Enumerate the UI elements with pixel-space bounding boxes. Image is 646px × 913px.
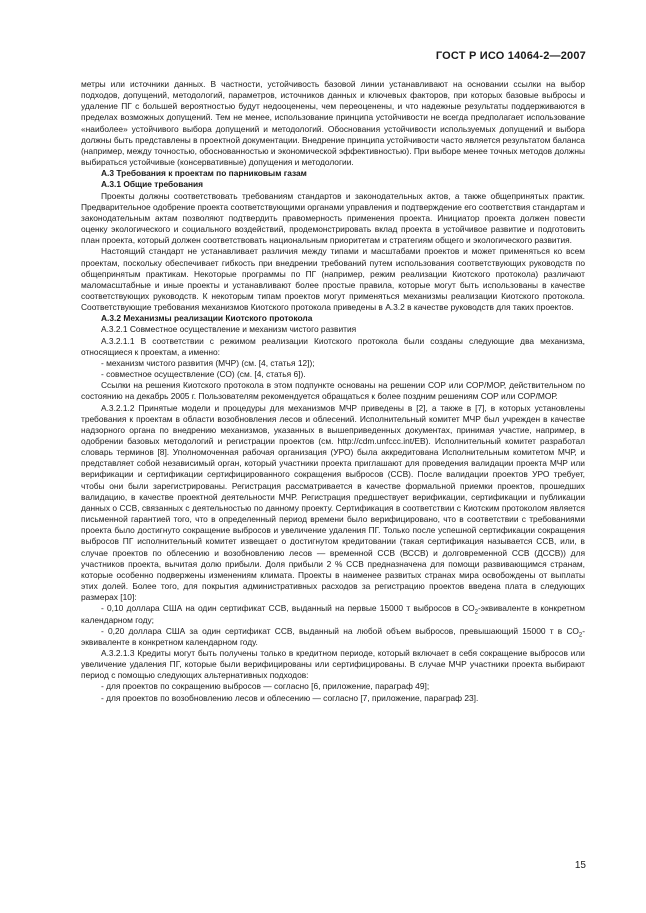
section-heading-a3: А.3 Требования к проектам по парниковым газам [101, 168, 307, 179]
paragraph-general-requirements: Проекты должны соответствовать требованиям стандартов и законодательных актов, а также общепринятых практик. Предварительное одобрение проекта соответствующими органами управления и подтверждение его соответствия стандартам и законодательным актам позволяют подтвердить правомерность применения проекта. Инициатор проекта должен повести оценку экологического и социального воздействий, продемонстрировать вклад проекта в устойчивое развитие и подготовить план проекта, который должен соответствовать национальным приоритетам и стратегиям общего и экологического развития. [81, 190, 585, 246]
paragraph-project-types: Настоящий стандарт не устанавливает различия между типами и масштабами проектов и может применяться ко всем проектам, поскольку обеспечивает гибкость при внедрении требований путем использования соответствующих руководств по общепринятым практикам. Некоторые программы по ПГ (например, режим реализации Киотского протокола) различают маломасштабные и иные проекты и устанавливают более простые правила, которые могут быть использованы в качестве соответствующих руководств. К некоторым типам проектов могут применяться механизмы реализации Киотского протокола. Соответствующие требования механизмов Киотского протокола приведены в А.3.2 в качестве руководств для таких проектов. [81, 246, 585, 313]
list-item-emission-projects: - для проектов по сокращению выбросов — согласно [6, приложение, параграф 49]; [101, 681, 430, 692]
paragraph-cop-references: Ссылки на решения Киотского протокола в этом подпункте основаны на решении СОР или СОР/МОР, действительном по состоянию на декабрь 2005 г. Пользователям рекомендуется обращаться к более поздним решениям СОР или СОР/МОР. [81, 380, 585, 402]
list-item-ji: - совместное осуществление (СО) (см. [4, статья 6]). [101, 369, 306, 380]
section-heading-a3-2-1: А.3.2.1 Совместное осуществление и механизм чистого развития [101, 324, 357, 335]
page-body [81, 79, 585, 704]
list-item-forest-projects: - для проектов по возобновлению лесов и облесению — согласно [7, приложение, параграф 23]. [101, 692, 479, 703]
paragraph-a3-2-1-2: А.3.2.1.2 Принятые модели и процедуры для механизмов МЧР приведены в [2], а также в [7], в которых установлены требования к проектам в области возобновления лесов и облесений. Исполнительный комитет МЧР был учрежден в качестве надзорного органа по внедрению механизмов, указанных в вышеприведенных документах, принимая участие, например, в одобрении базовых методологий и регистрации проектов (см. http://cdm.unfccc.int/EB). Исполнительный комитет разработал словарь терминов [8]. Уполномоченная рабочая организация (УРО) была аккредитована Исполнительным комитетом МЧР, и представляет собой независимый орган, который участники проекта приглашают для проведения валидации проекта МЧР или верификации и сертификации сертифицированного сокращения выбросов (ССВ). После валидации проектов УРО требует, чтобы они были зарегистрированы. Регистрация рассматривается в качестве формальной приемки проектов, прошедших валидацию, в качестве проектной деятельности МЧР. Регистрация предшествует верификации, сертификации и публикации данных о ССВ, связанных с деятельностью по данному проекту. Сертификация в соответствии с Киотским протоколом является письменной гарантией того, что в определенный период времени было верифицировано, что в соответствии с требованиями проекта было достигнуто сокращение выбросов и увеличение удаления ПГ. Только после успешной сертификации сокращения выбросов ПГ исполнительный комитет извещает о достигнутом кредитовании (такая сертификация называется ССВ, или, в случае проектов по облесению и возобновлению лесов — временной ССВ (ВССВ) и долговременной ССВ (ДССВ)) для участников проекта, вычитая долю прибыли. Доля прибыли 2 % ССВ предназначена для помощи развивающимся странам, которые особенно подвержены изменениям климата. Проекты в наименее развитых странах мира освобождены от выплаты этих долей. Более того, для покрытия административных расходов за регистрацию проектов введена плата в следующих размерах [10]: [81, 402, 585, 603]
list-item-cdm: - механизм чистого развития (МЧР) (см. [4, статья 12]); [101, 357, 315, 368]
page-number: 15 [574, 860, 586, 871]
section-heading-a3-2: А.3.2 Механизмы реализации Киотского протокола [101, 313, 313, 324]
list-item-fee-1: - 0,10 доллара США на один сертификат ССВ, выданный на первые 15000 т выбросов в $СО_2$-эквиваленте в конкретном календарном году; [81, 603, 585, 625]
paragraph-continuation: метры или источники данных. В частности, устойчивость базовой линии устанавливают на основании ссылки на выбор подходов, допущений, методологий, параметров, источников данных и ключевых факторов, при которых базовые выбросы и удаление ПГ с большей вероятностью будут недооценены, чем переоценены, и что надежные результаты поддерживаются в пределах возможных допущений. Тем не менее, использование принципа устойчивости не всегда предполагает использование «наиболее» устойчивого выбора допущений и методологий. Обоснования устойчивости используемых допущений и выбора должны быть представлены в проектной документации. Внедрение принципа устойчивости часто является результатом баланса (например, между точностью, обоснованностью и экономической эффективностью). При выборе менее точных методов должны выбираться устойчивые (консервативные) допущения и методологии. [81, 79, 585, 168]
standard-designation: ГОСТ Р ИСО 14064-2—2007 [435, 50, 586, 62]
section-heading-a3-1: А.3.1 Общие требования [101, 179, 204, 190]
paragraph-a3-2-1-1: А.3.2.1.1 В соответствии с режимом реализации Киотского протокола были созданы следующие два механизма, относящиеся к проектам, а именно: [81, 335, 585, 357]
list-item-fee-2: - 0,20 доллара США за один сертификат ССВ, выданный на любой объем выбросов, превышающий 15000 т в $СО_2$-эквиваленте в конкретном календарном году. [81, 625, 585, 647]
paragraph-a3-2-1-3: А.3.2.1.3 Кредиты могут быть получены только в кредитном периоде, который включает в себя сокращение выбросов или увеличение удаления ПГ, которые были верифицированы или сертифицированы. В случае МЧР участники проекта выбирают период с помощью следующих альтернативных подходов: [81, 647, 585, 681]
